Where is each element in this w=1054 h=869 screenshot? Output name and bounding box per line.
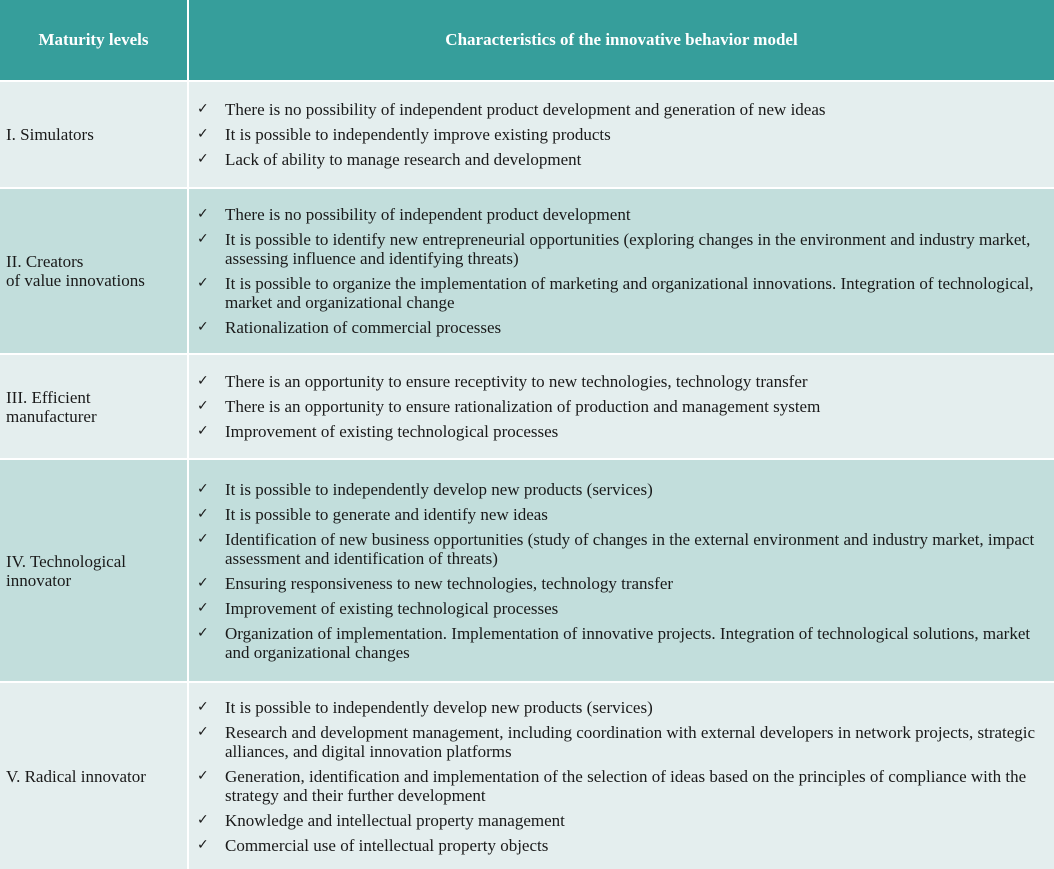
- check-icon: ✓: [197, 599, 209, 616]
- level-name: V. Radical innovator: [6, 766, 146, 786]
- list-item: [197, 150, 1054, 169]
- table-row-technological-innovator: [0, 459, 1054, 682]
- characteristics-cell: [188, 81, 1054, 188]
- check-icon: ✓: [197, 101, 209, 117]
- list-item: [197, 530, 1054, 568]
- item-text: It is possible to organize the implementation of marketing and organizational innovations. Integration of technological, market and organizational change: [225, 274, 1034, 312]
- check-icon: ✓: [197, 698, 209, 715]
- item-text: Ensuring responsiveness to new technologies, technology transfer: [225, 573, 674, 593]
- check-icon: ✓: [197, 480, 209, 497]
- item-text: Research and development management, including coordination with external developers in network projects, strategic alliances, and digital innovation platforms: [225, 722, 1036, 761]
- list-item: [197, 599, 1054, 618]
- header-characteristics: Characteristics of the innovative behavior model: [188, 0, 1054, 81]
- list-item: [197, 230, 1054, 268]
- table-row-efficient-manufacturer: [0, 354, 1054, 459]
- item-text: Rationalization of commercial processes: [225, 318, 502, 337]
- check-icon: ✓: [197, 398, 209, 414]
- check-icon: ✓: [197, 126, 209, 142]
- item-text: There is no possibility of independent product development: [225, 205, 631, 224]
- check-icon: ✓: [197, 505, 209, 522]
- check-icon: ✓: [197, 373, 209, 389]
- item-text: Generation, identification and implementation of the selection of ideas based on the principles of compliance with the strategy and their further development: [225, 766, 1027, 805]
- list-item: [197, 767, 1054, 805]
- level-name: III. Efficient: [6, 387, 91, 407]
- item-text: Improvement of existing technological processes: [225, 598, 559, 618]
- list-item: [197, 505, 1054, 524]
- characteristics-cell: [188, 188, 1054, 354]
- level-cell: [0, 459, 188, 682]
- check-icon: ✓: [197, 206, 209, 222]
- check-icon: ✓: [197, 767, 209, 784]
- list-item: [197, 397, 1054, 416]
- check-icon: ✓: [197, 319, 209, 335]
- level-cell: [0, 81, 188, 188]
- level-cell: [0, 188, 188, 354]
- item-text: Improvement of existing technological processes: [225, 422, 559, 441]
- level-name: of value innovations: [6, 271, 145, 290]
- characteristics-cell: [188, 459, 1054, 682]
- list-item: [197, 624, 1054, 662]
- check-icon: ✓: [197, 723, 209, 740]
- check-icon: ✓: [197, 231, 209, 247]
- check-icon: ✓: [197, 574, 209, 591]
- characteristics-list: [189, 480, 1054, 662]
- item-text: There is no possibility of independent product development and generation of new ideas: [225, 100, 826, 119]
- check-icon: ✓: [197, 624, 209, 641]
- list-item: [197, 422, 1054, 441]
- check-icon: ✓: [197, 811, 209, 828]
- characteristics-list: [189, 698, 1054, 855]
- level-name: innovator: [6, 570, 72, 590]
- list-item: [197, 372, 1054, 391]
- characteristics-cell: [188, 682, 1054, 869]
- list-item: [197, 318, 1054, 337]
- table-row-creators: [0, 188, 1054, 354]
- list-item: [197, 836, 1054, 855]
- list-item: [197, 205, 1054, 224]
- list-item: [197, 125, 1054, 144]
- list-item: [197, 274, 1054, 312]
- level-cell: [0, 354, 188, 459]
- list-item: [197, 480, 1054, 499]
- level-cell: [0, 682, 188, 869]
- table-row-simulators: [0, 81, 1054, 188]
- header-maturity-levels: Maturity levels: [0, 0, 188, 81]
- list-item: [197, 574, 1054, 593]
- level-name: manufacturer: [6, 406, 97, 426]
- check-icon: ✓: [197, 423, 209, 439]
- characteristics-list: [189, 100, 1054, 169]
- list-item: [197, 100, 1054, 119]
- item-text: Lack of ability to manage research and development: [225, 150, 582, 169]
- item-text: It is possible to independently improve existing products: [225, 125, 611, 144]
- header-row: [0, 0, 1054, 81]
- item-text: It is possible to independently develop new products (services): [225, 697, 653, 717]
- characteristics-cell: [188, 354, 1054, 459]
- check-icon: ✓: [197, 275, 209, 291]
- item-text: There is an opportunity to ensure receptivity to new technologies, technology transfer: [225, 372, 808, 391]
- item-text: Commercial use of intellectual property objects: [225, 835, 549, 855]
- item-text: Identification of new business opportunities (study of changes in the external environment and industry market, impact assessment and identification of threats): [225, 529, 1035, 568]
- characteristics-list: [189, 372, 1054, 441]
- list-item: [197, 723, 1054, 761]
- item-text: It is possible to generate and identify new ideas: [225, 504, 548, 524]
- list-item: [197, 811, 1054, 830]
- table-row-radical-innovator: [0, 682, 1054, 869]
- item-text: Organization of implementation. Implementation of innovative projects. Integration of technological solutions, market and organizational changes: [225, 623, 1031, 662]
- item-text: It is possible to independently develop new products (services): [225, 479, 653, 499]
- item-text: It is possible to identify new entrepreneurial opportunities (exploring changes in the environment and industry market, assessing influence and identifying threats): [225, 230, 1031, 268]
- level-name: II. Creators: [6, 252, 84, 271]
- level-name: IV. Technological: [6, 551, 126, 571]
- list-item: [197, 698, 1054, 717]
- check-icon: ✓: [197, 151, 209, 167]
- item-text: There is an opportunity to ensure rationalization of production and management system: [225, 397, 821, 416]
- item-text: Knowledge and intellectual property management: [225, 810, 565, 830]
- check-icon: ✓: [197, 530, 209, 547]
- characteristics-list: [189, 205, 1054, 337]
- level-name: I. Simulators: [6, 125, 94, 144]
- check-icon: ✓: [197, 836, 209, 853]
